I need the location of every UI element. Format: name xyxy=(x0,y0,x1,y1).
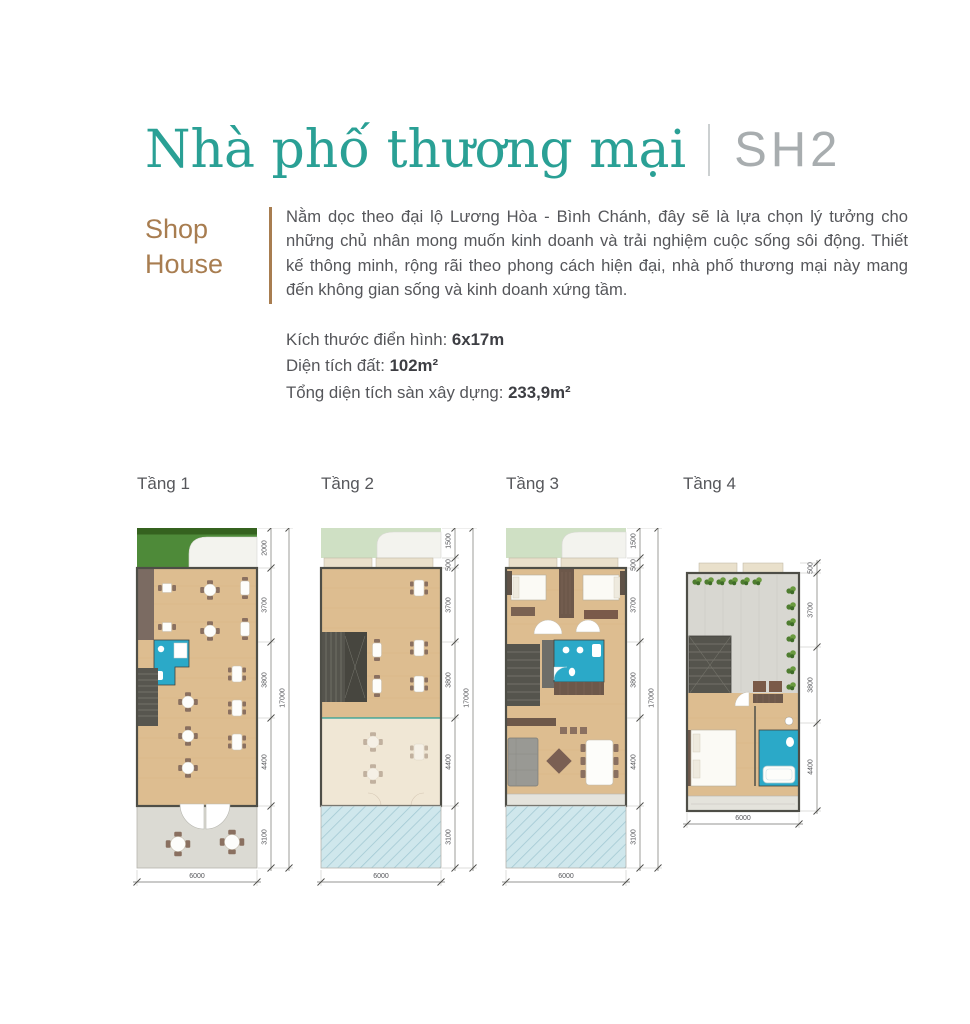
dim-label: 3100 xyxy=(261,829,269,845)
dim-label: 4400 xyxy=(445,754,453,770)
dim-width-label: 6000 xyxy=(189,873,205,880)
dim-label: 3700 xyxy=(630,597,638,613)
floor-1-block xyxy=(131,474,309,914)
floor-2-label: Tầng 2 xyxy=(321,474,374,493)
floor-2-plan-graphics xyxy=(321,528,441,868)
floor-1-label: Tầng 1 xyxy=(137,474,190,493)
dim-label: 500 xyxy=(445,559,453,571)
dim-label: 3800 xyxy=(261,672,269,688)
category-label: Shop House xyxy=(145,214,224,280)
dim-label: 4400 xyxy=(630,754,638,770)
dim-label: 1500 xyxy=(445,533,453,549)
description-text: Nằm dọc theo đại lộ Lương Hòa - Bình Chánh, đây sẽ là lựa chọn lý tưởng cho những chủ nhân mong muốn kinh doanh và trải nghiệm cuộc sống sôi động. Thiết kế thông minh, rộng rãi theo phong cách hiện đại, nhà phố thương mại này mang đến không gian sống và kinh doanh xứng tầm. xyxy=(286,207,908,300)
spec-line xyxy=(286,380,571,406)
spec-value: 102m² xyxy=(389,356,439,376)
dim-label: 3100 xyxy=(630,829,638,845)
floor-4-block xyxy=(677,474,855,914)
category-divider xyxy=(269,207,272,304)
dim-label: 4400 xyxy=(807,759,815,775)
dim-label: 2000 xyxy=(261,540,269,556)
specs xyxy=(286,327,571,406)
dim-total-label: 17000 xyxy=(648,688,656,708)
spec-label: Tổng diện tích sàn xây dựng: xyxy=(286,382,504,402)
floor-1-plan xyxy=(131,528,309,908)
dim-total-label: 17000 xyxy=(279,688,287,708)
dim-label: 3800 xyxy=(807,677,815,693)
floor-2-plan xyxy=(315,528,493,908)
floor-1-plan-graphics xyxy=(137,528,257,868)
unit-code: SH2 xyxy=(734,122,842,177)
dim-label: 3700 xyxy=(445,597,453,613)
header xyxy=(145,120,842,180)
dim-width-label: 6000 xyxy=(373,873,389,880)
dim-label: 3800 xyxy=(630,672,638,688)
spec-label: Diện tích đất: xyxy=(286,356,385,376)
dim-width-label: 6000 xyxy=(735,815,751,822)
floor-4-plan-graphics xyxy=(687,563,799,811)
dim-label: 3800 xyxy=(445,672,453,688)
spec-label: Kích thước điển hình: xyxy=(286,330,448,349)
dim-label: 500 xyxy=(630,559,638,571)
dim-label: 4400 xyxy=(261,754,269,770)
floor-4-label: Tầng 4 xyxy=(683,474,736,493)
dim-label: 500 xyxy=(807,562,815,574)
dim-label: 3700 xyxy=(807,602,815,618)
floor-4-plan xyxy=(677,528,855,908)
floor-3-plan xyxy=(500,528,678,908)
spec-value: 6x17m xyxy=(451,330,505,349)
dim-label: 1500 xyxy=(630,533,638,549)
dim-total-label: 17000 xyxy=(463,688,471,708)
floor-3-block xyxy=(500,474,678,914)
floor-3-label: Tầng 3 xyxy=(506,474,559,493)
spec-line xyxy=(286,353,571,379)
page-title: Nhà phố thương mại xyxy=(145,120,687,180)
floor-3-plan-graphics xyxy=(506,528,626,868)
floor-2-block xyxy=(315,474,493,914)
dim-width-label: 6000 xyxy=(558,873,574,880)
dim-label: 3700 xyxy=(261,597,269,613)
dim-label: 3100 xyxy=(445,829,453,845)
spec-line xyxy=(286,327,571,353)
header-divider xyxy=(708,124,710,176)
spec-value: 233,9m² xyxy=(508,382,571,402)
